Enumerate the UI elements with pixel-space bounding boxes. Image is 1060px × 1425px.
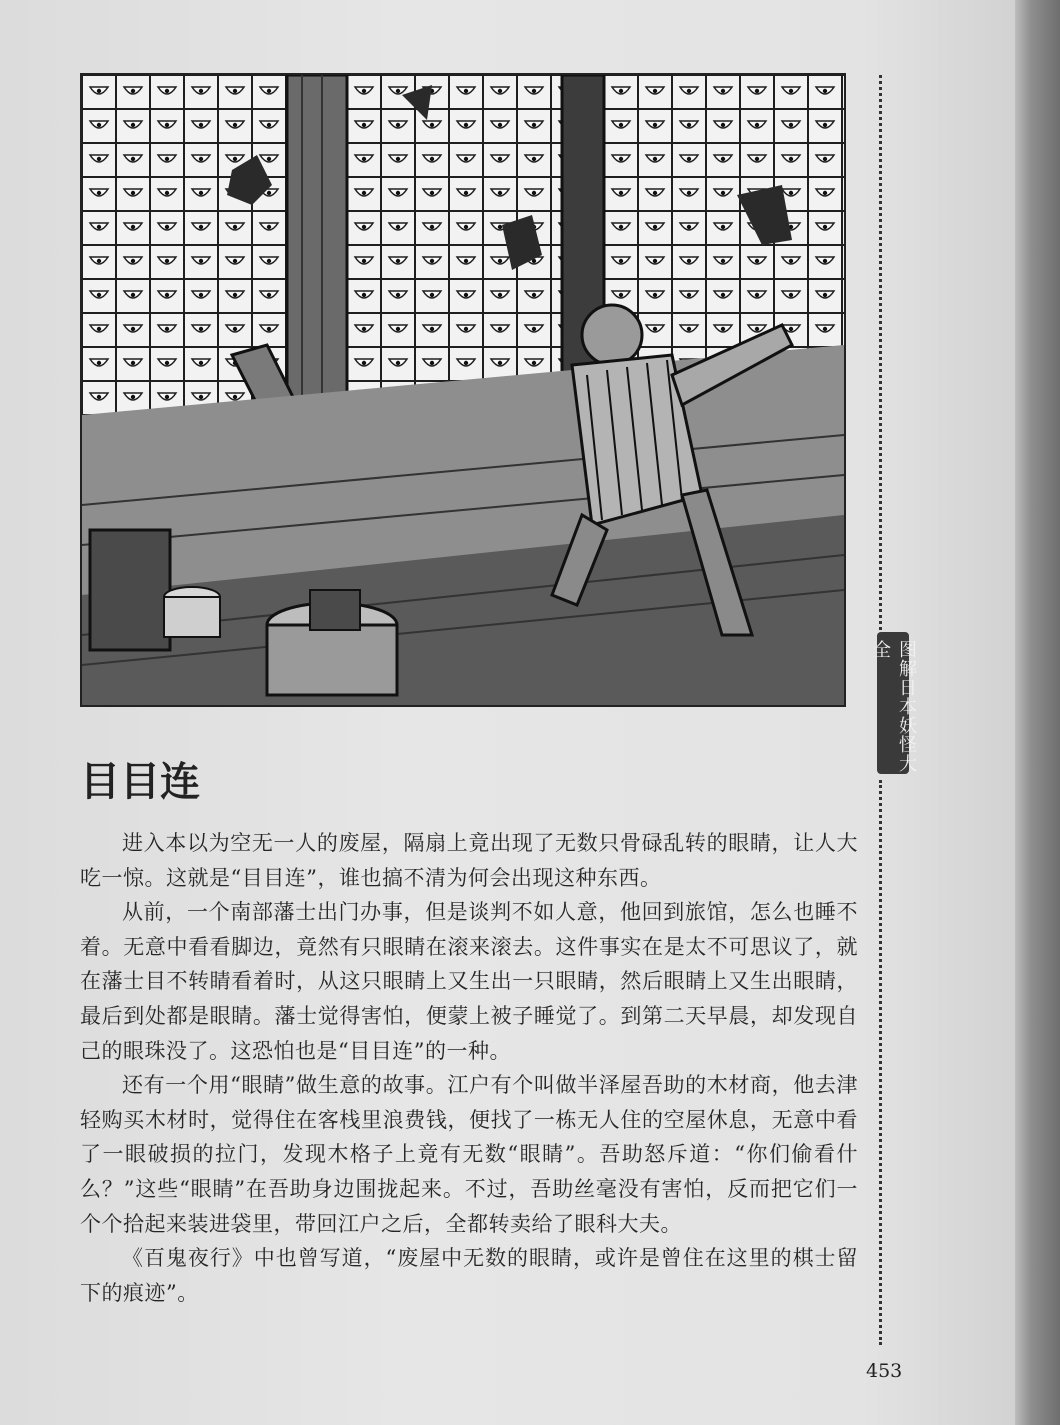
paragraph-3: 还有一个用“眼睛”做生意的故事。江户有个叫做半泽屋吾助的木材商，他去津轻购买木材时，觉得住在客栈里浪费钱，便找了一栋无人住的空屋休息，无意中看了一眼破损的拉门，发现木格子上竟有无数“眼睛”。吾助怒斥道：“你们偷看什么？”这些“眼睛”在吾助身边围拢起来。不过，吾助丝毫没有害怕，反而把它们一个个拾起来装进袋里，带回江户之后，全都转卖给了眼科大夫。 bbox=[80, 1073, 858, 1236]
paragraph-1: 进入本以为空无一人的废屋，隔扇上竟出现了无数只骨碌乱转的眼睛，让人大吃一惊。这就是“目目连”，谁也搞不清为何会出现这种东西。 bbox=[80, 831, 858, 890]
book-title-text: 图解日本妖怪大全 bbox=[870, 640, 917, 773]
paragraph-2: 从前，一个南部藩士出门办事，但是谈判不如人意，他回到旅馆，怎么也睡不着。无意中看看脚边，竟然有只眼睛在滚来滚去。这件事实在是太不可思议了，就在藩士目不转睛看着时，从这只眼睛上又生出一只眼睛，然后眼睛上又生出眼睛，最后到处都是眼睛。藩士觉得害怕，便蒙上被子睡觉了。到第二天早晨，却发现自己的眼珠没了。这恐怕也是“目目连”的一种。 bbox=[80, 900, 858, 1063]
entry-body bbox=[80, 826, 858, 1310]
margin-dotted-rule-bottom bbox=[879, 780, 882, 1345]
book-title-side-tab bbox=[870, 632, 917, 774]
book-spine-shadow bbox=[1015, 0, 1060, 1425]
paragraph-4: 《百鬼夜行》中也曾写道，“废屋中无数的眼睛，或许是曾住在这里的棋士留下的痕迹”。 bbox=[80, 1246, 858, 1305]
entry-title: 目目连 bbox=[80, 759, 200, 805]
margin-dotted-rule-top bbox=[879, 75, 882, 630]
page-number: 453 bbox=[866, 1360, 903, 1382]
mokumokuren-illustration bbox=[80, 73, 846, 707]
